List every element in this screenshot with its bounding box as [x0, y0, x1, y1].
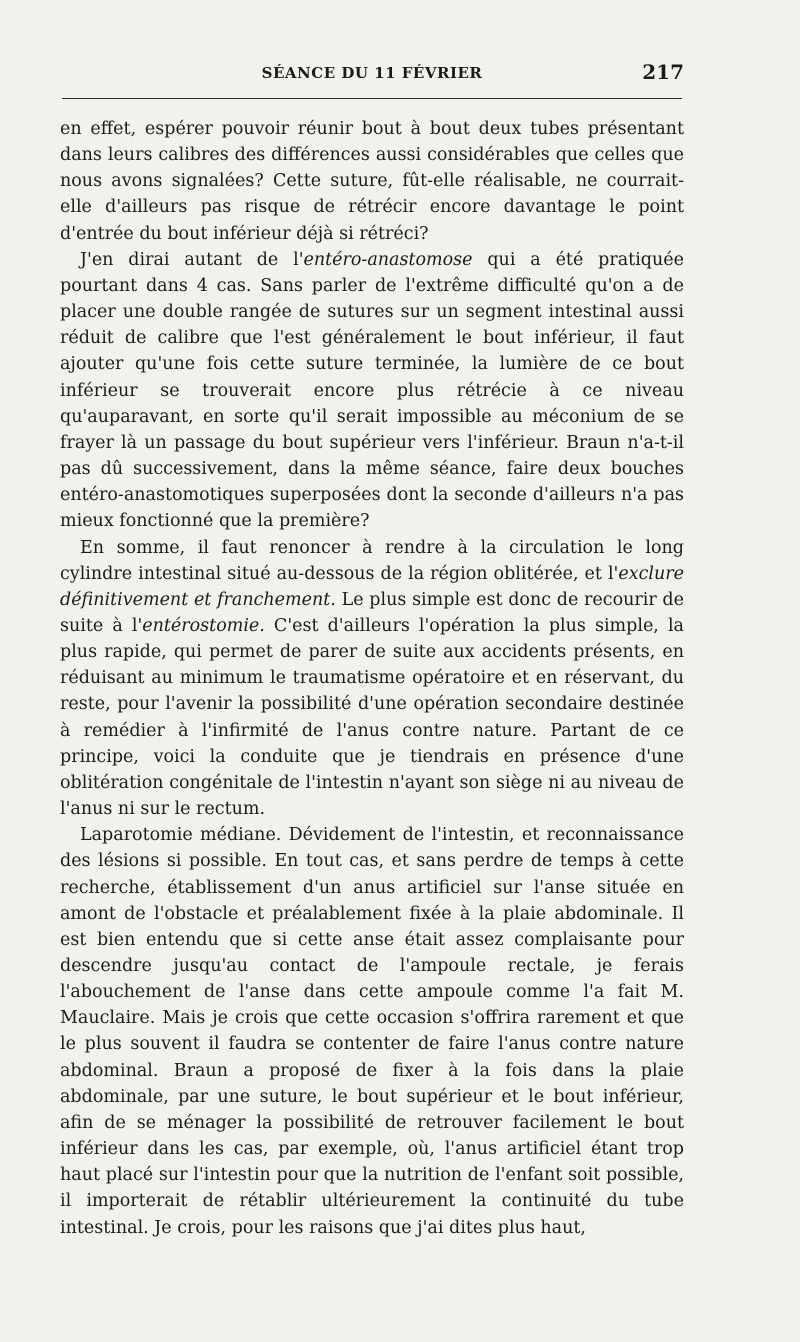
text-run: Laparotomie médiane. Dévidement de l'intestin, et reconnaissance des lésions si possible. En tout cas, et sans perdre de temps à cette recherche, établissement d'un anus artificiel sur l'anse située en amont de l'obstacle et préalablement fixée à la plaie abdominale. Il est bien entendu que si cette anse était assez complaisante pour descendre jusqu'au contact de l'ampoule rectale, je ferais l'abouchement de l'anse dans cette ampoule comme l'a fait M. Mauclaire. Mais je crois que cette occasion s'offrira rarement et que le plus souvent il faudra se contenter de faire l'anus contre nature abdominal. Braun a proposé de fixer à la fois dans la plaie abdominale, par une suture, le bout supérieur et le bout inférieur, afin de se ménager la possibilité de retrouver facilement le bout inférieur dans les cas, par exemple, où, l'anus artificiel étant trop haut placé sur l'intestin pour que la nutrition de l'enfant soit possible, il importerait de rétablir ultérieurement la continuité du tube intestinal. Je crois, pour les raisons que j'ai dites plus haut,: [60, 825, 684, 1238]
italic-phrase-exclure: exclure définitivement et franchement.: [60, 563, 684, 610]
text-run: C'est d'ailleurs l'opération la plus simple, la plus rapide, qui permet de parer de suite aux accidents présents, en réduisant au minimum le traumatisme opératoire et en réservant, du reste, pour l'avenir la possibilité d'une opération secondaire destinée à remédier à l'infirmité de l'anus contre nature. Partant de ce principe, voici la conduite que je tiendrais en présence d'une oblitération congénitale de l'intestin n'ayant son siège ni au niveau de l'anus ni sur le rectum.: [60, 615, 684, 820]
running-head: SÉANCE DU 11 FÉVRIER: [261, 64, 483, 82]
text-run: Le plus simple est donc de recourir de suite à l': [60, 589, 684, 636]
page-header: [60, 60, 684, 88]
paragraph-4: [60, 822, 684, 1241]
paragraph-2: [60, 247, 684, 535]
paragraph-1: [60, 116, 684, 247]
text-run: J'en dirai autant de l': [80, 249, 304, 270]
text-run: en effet, espérer pouvoir réunir bout à bout deux tubes présentant dans leurs calibres des différences aussi considérables que celles que nous avons signalées? Cette suture, fût-elle réalisable, ne courrait-elle d'ailleurs pas risque de rétrécir encore davantage le point d'entrée du bout inférieur déjà si rétréci?: [60, 119, 684, 244]
book-page: [60, 0, 684, 1342]
header-rule: [62, 98, 682, 99]
text-run: qui a été pratiquée pourtant dans 4 cas. Sans parler de l'extrême difficulté qu'on a de placer une double rangée de sutures sur un segment intestinal aussi réduit de calibre que l'est généralement le bout inférieur, il faut ajouter qu'une fois cette suture terminée, la lumière de ce bout inférieur se trouverait encore plus rétrécie à ce niveau qu'auparavant, en sorte qu'il serait impossible au méconium de se frayer là un passage du bout supérieur vers l'inférieur. Braun n'a-t-il pas dû successivement, dans la même séance, faire deux bouches entéro-anastomotiques superposées dont la seconde d'ailleurs n'a pas mieux fonctionné que la première?: [60, 249, 684, 532]
page-number: 217: [642, 60, 684, 84]
italic-term-entero-anastomose: entéro-anastomose: [303, 249, 473, 270]
text-run: En somme, il faut renoncer à rendre à la circulation le long cylindre intestinal situé au-dessous de la région oblitérée, et l': [60, 537, 684, 584]
body-text: [60, 116, 684, 1241]
paragraph-3: [60, 535, 684, 823]
italic-term-enterostomie: entérostomie.: [142, 615, 265, 636]
